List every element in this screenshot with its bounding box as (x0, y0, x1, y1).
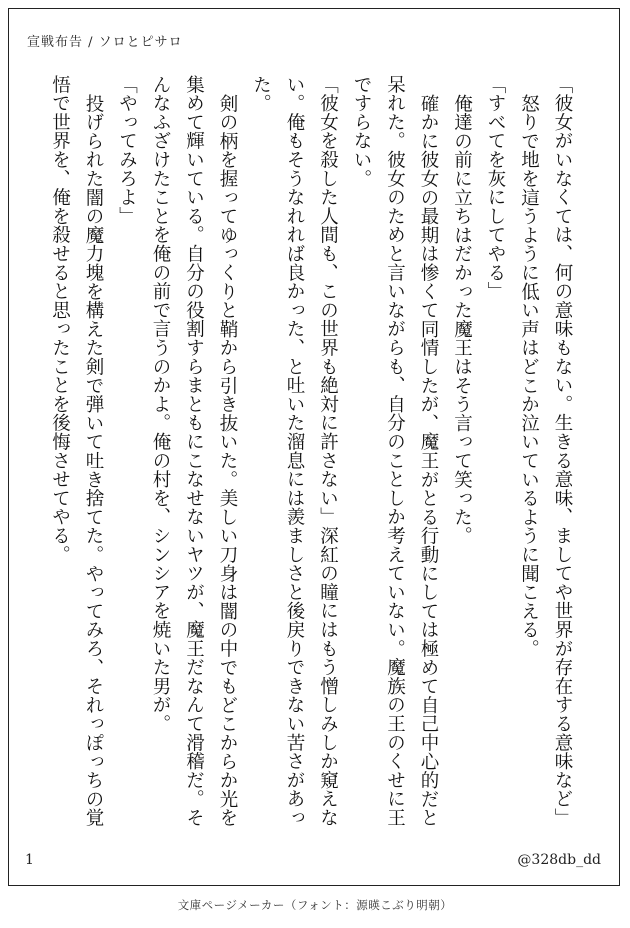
page-frame (8, 8, 620, 886)
vertical-text-body (29, 75, 579, 835)
paragraph: 怒りで地を這うように低い声はどこか泣いているように聞こえる。 (518, 93, 540, 658)
paragraph: 「彼女がいなくては、何の意味もない。生きる意味、ましてや世界が存在する意味など」 (552, 75, 573, 827)
credit-line: 文庫ページメーカー（フォント：源暎こぶり明朝） (177, 898, 453, 912)
paragraph: 「すべてを灰にしてやる」 (485, 75, 506, 301)
paragraph: 俺達の前に立ちはだかった魔王はそう言って笑った。 (451, 93, 473, 545)
page-title: 宣戦布告 / ソロとピサロ (27, 35, 183, 50)
paragraph: 「彼女を殺した人間も、この世界も絶対に許さない」深紅の瞳にはもう憎しみしか窺えない。俺もそうなれれば良かった、と吐いた溜息には羨ましさと後戻りできない苦さがあった。 (250, 75, 339, 827)
paragraph: 確かに彼女の最期は惨くて同情したが、魔王がとる行動にしては極めて自己中心的だと呆れた。彼女のためと言いながらも、自分のことしか考えていない。魔族の王のくせに王ですらない。 (351, 75, 439, 827)
paragraph: 「やってみろよ」 (116, 75, 138, 226)
author-handle: @328db_dd (517, 852, 601, 868)
paragraph: 剣の柄を握ってゆっくりと鞘から引き抜いた。美しい刀身は闇の中でもどこからか光を集めて輝いている。自分の役割すらまともにこなせないヤツが、魔王だなんて滑稽だ。そんなふざけたことを俺の前で言うのかよ。俺の村を、シンシアを焼いた男が。 (150, 75, 238, 827)
page-number: 1 (25, 852, 34, 868)
paragraph: 投げられた闇の魔力塊を構えた剣で弾いて吐き捨てた。やってみろ、それっぽっちの覚悟で世界を、俺を殺せると思ったことを後悔させてやる。 (49, 75, 104, 827)
